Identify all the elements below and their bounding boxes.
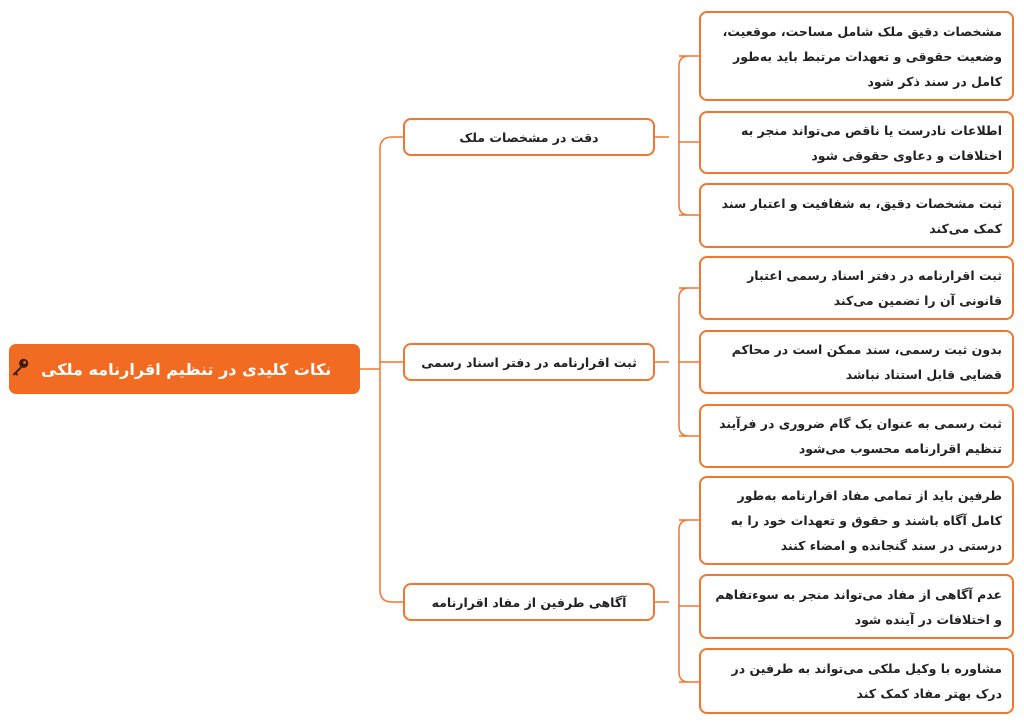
- leaf-text: عدم آگاهی از مفاد می‌تواند منجر به سوءتفاهم و اختلافات در آینده شود: [715, 586, 1002, 627]
- leaf-bracket-1: [655, 56, 699, 215]
- root-title: نکات کلیدی در تنظیم اقرارنامه ملکی: [41, 359, 332, 379]
- key-icon: [9, 356, 31, 383]
- leaf-node: [699, 256, 1014, 320]
- leaf-node: [699, 648, 1014, 714]
- leaf-node: [699, 330, 1014, 394]
- leaf-text: ثبت مشخصات دقیق، به شفافیت و اعتبار سند کمک می‌کند: [721, 195, 1002, 236]
- leaf-text: ثبت رسمی به عنوان یک گام ضروری در فرآیند تنظیم اقرارنامه محسوب می‌شود: [719, 416, 1002, 456]
- leaf-node: [699, 183, 1014, 248]
- branch-label: دقت در مشخصات ملک: [459, 129, 599, 145]
- branch-node-2: [403, 343, 655, 381]
- root-node: [9, 344, 360, 394]
- leaf-node: [699, 476, 1014, 565]
- leaf-text: اطلاعات نادرست یا ناقص می‌تواند منجر به اختلافات و دعاوی حقوقی شود: [740, 122, 1002, 163]
- branch-label: آگاهی طرفین از مفاد اقرارنامه: [431, 594, 627, 610]
- leaf-node: [699, 404, 1014, 468]
- leaf-node: [699, 574, 1014, 639]
- leaf-text: مشاوره با وکیل ملکی می‌تواند به طرفین در درک بهتر مفاد کمک کند: [731, 661, 1002, 701]
- leaf-text: طرفین باید از تمامی مفاد اقرارنامه به‌طور کامل آگاه باشند و حقوق و تعهدات خود را به درستی در سند گنجانده و امضاء کنند: [730, 488, 1002, 553]
- branch-label: ثبت اقرارنامه در دفتر اسناد رسمی: [421, 354, 637, 370]
- leaf-text: مشخصات دقیق ملک شامل مساحت، موقعیت، وضعیت حقوقی و تعهدات مرتبط باید به‌طور کامل در سند ذکر شود: [722, 23, 1002, 89]
- branch-node-1: [403, 118, 655, 156]
- leaf-node: [699, 111, 1014, 174]
- leaf-bracket-2: [655, 288, 699, 436]
- leaf-node: [699, 11, 1014, 101]
- branch-node-3: [403, 583, 655, 621]
- root-bracket: [380, 137, 392, 602]
- leaf-text: ثبت اقرارنامه در دفتر اسناد رسمی اعتبار قانونی آن را تضمین می‌کند: [747, 268, 1002, 308]
- leaf-text: بدون ثبت رسمی، سند ممکن است در محاکم قضایی قابل استناد نباشد: [731, 342, 1002, 382]
- leaf-bracket-3: [655, 520, 699, 682]
